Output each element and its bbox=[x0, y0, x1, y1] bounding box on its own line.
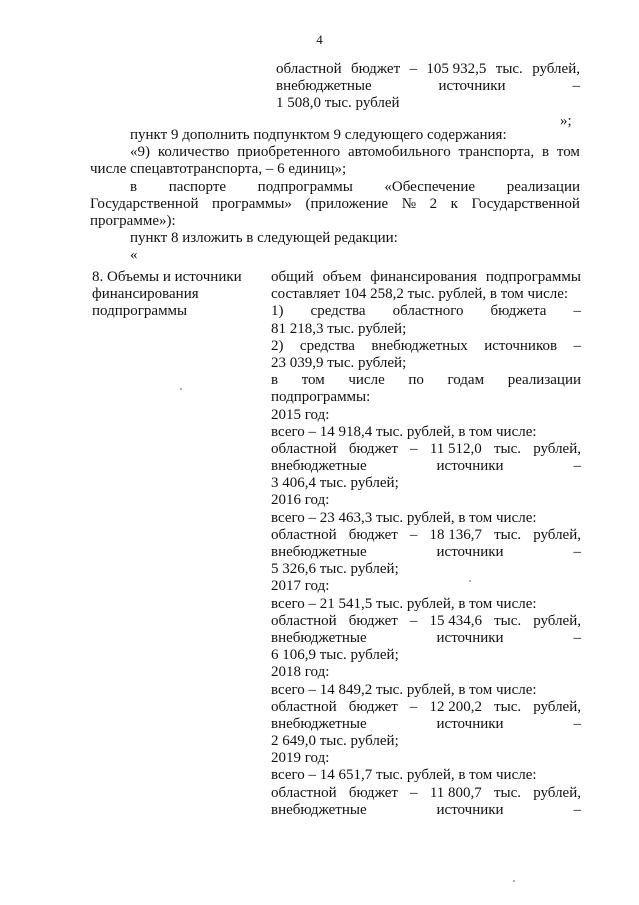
word: 2 bbox=[429, 195, 438, 212]
year-extrabudget-value: 2 649,0 тыс. рублей; bbox=[271, 733, 399, 750]
year-heading: 2018 год: bbox=[271, 664, 330, 681]
word: областной bbox=[271, 440, 337, 457]
word: в bbox=[541, 144, 550, 161]
year-heading: 2015 год: bbox=[271, 406, 330, 423]
word: – bbox=[573, 337, 581, 354]
body-text bbox=[90, 127, 580, 265]
word: тыс. bbox=[494, 698, 522, 715]
word: источников bbox=[484, 337, 558, 354]
word: объем bbox=[322, 269, 362, 285]
word: приобретенного bbox=[237, 144, 341, 161]
word: общий bbox=[271, 269, 314, 285]
word: (приложение bbox=[305, 195, 389, 212]
word: внебюджетные bbox=[271, 629, 367, 646]
source-extrabudget-value: 23 039,9 тыс. рублей; bbox=[271, 354, 407, 371]
table-item-title: подпрограммы bbox=[92, 303, 188, 320]
source-extrabudget-line bbox=[271, 338, 581, 355]
word: внебюджетные bbox=[271, 458, 367, 475]
word: областной bbox=[271, 698, 337, 715]
paragraph-item9: пункт 9 дополнить подпунктом 9 следующего содержания: bbox=[130, 127, 507, 143]
word: источники bbox=[436, 715, 504, 732]
top-extrabudget-line bbox=[276, 78, 580, 95]
word: 12 200,2 bbox=[429, 698, 482, 715]
year-extrabudget-value: 3 406,4 тыс. рублей; bbox=[271, 475, 399, 492]
year-regional bbox=[271, 527, 581, 544]
word: – bbox=[573, 715, 581, 732]
word: 11 800,7 bbox=[429, 784, 482, 801]
word: паспорте bbox=[168, 178, 227, 195]
table-right-column bbox=[271, 269, 581, 819]
word: бюджет bbox=[348, 784, 398, 801]
word: источники bbox=[436, 544, 504, 560]
word: тыс. bbox=[493, 784, 522, 801]
word: программы» bbox=[212, 195, 292, 212]
source-regional-line bbox=[271, 303, 581, 320]
word: 105 932,5 bbox=[426, 61, 487, 77]
table-item-title: финансирования bbox=[92, 286, 199, 303]
word: реализации bbox=[507, 372, 581, 389]
word: областной bbox=[271, 784, 337, 801]
word: реализации bbox=[506, 178, 580, 195]
total-line bbox=[271, 269, 581, 286]
word: 18 136,7 bbox=[429, 526, 482, 543]
word: 2) bbox=[271, 337, 284, 354]
year-total: всего – 14 849,2 тыс. рублей, в том числе: bbox=[271, 681, 537, 698]
table-item-title: 8. Объемы и источники bbox=[92, 269, 242, 285]
paragraph-quote-line2: числе спецавтотранспорта, – 6 единиц»; bbox=[90, 161, 347, 178]
word: 11 512,0 bbox=[429, 440, 482, 457]
word: тыс. bbox=[494, 526, 522, 543]
top-extrabudget-value: 1 508,0 тыс. рублей bbox=[276, 95, 400, 112]
word: числе bbox=[348, 372, 385, 389]
word: Государственной bbox=[471, 195, 580, 212]
word: – bbox=[409, 612, 418, 629]
closing-quote: »; bbox=[560, 113, 572, 129]
year-extrabudget-value: 5 326,6 тыс. рублей; bbox=[271, 561, 399, 578]
word: подпрограммы bbox=[485, 269, 581, 285]
word: в bbox=[130, 178, 138, 195]
paragraph-quote-line1 bbox=[90, 144, 580, 161]
scan-speck bbox=[513, 880, 515, 882]
top-funding-block bbox=[276, 61, 580, 113]
word: бюджет bbox=[348, 440, 398, 457]
top-regional-line bbox=[276, 61, 580, 78]
word: рублей, bbox=[533, 698, 581, 715]
year-heading: 2017 год: bbox=[271, 578, 330, 595]
word: рублей, bbox=[533, 784, 581, 801]
year-extrabudget bbox=[271, 802, 581, 819]
word: подпрограммы bbox=[257, 178, 353, 195]
word: источники bbox=[436, 801, 504, 818]
year-extrabudget bbox=[271, 716, 581, 733]
word: – bbox=[573, 303, 581, 320]
word: внебюджетные bbox=[271, 801, 367, 818]
word: бюджет bbox=[348, 612, 398, 629]
source-regional-value: 81 218,3 тыс. рублей; bbox=[271, 320, 407, 337]
word: бюджета bbox=[490, 303, 547, 320]
word: бюджет bbox=[348, 698, 398, 715]
word: – bbox=[572, 78, 580, 95]
opening-quote: « bbox=[130, 247, 138, 264]
year-heading: 2019 год: bbox=[271, 750, 330, 767]
word: – bbox=[409, 526, 418, 543]
year-total: всего – 14 651,7 тыс. рублей, в том числе: bbox=[271, 767, 537, 784]
word: рублей, bbox=[532, 61, 580, 77]
word: областной bbox=[271, 526, 337, 543]
year-total: всего – 21 541,5 тыс. рублей, в том числе: bbox=[271, 595, 537, 612]
word: том bbox=[556, 144, 580, 161]
word: бюджет bbox=[348, 526, 398, 543]
word: том bbox=[301, 372, 325, 389]
word: к bbox=[450, 195, 458, 212]
word: рублей, bbox=[533, 526, 581, 543]
paragraph-passport-line1 bbox=[90, 179, 580, 196]
year-heading: 2016 год: bbox=[271, 492, 330, 509]
word: источники bbox=[436, 629, 504, 646]
word: – bbox=[573, 801, 581, 818]
word: внебюджетные bbox=[271, 715, 367, 732]
word: тыс. bbox=[494, 612, 522, 629]
year-extrabudget bbox=[271, 458, 581, 475]
year-regional bbox=[271, 613, 581, 630]
word: № bbox=[401, 195, 417, 212]
year-regional bbox=[271, 441, 581, 458]
table-left-column bbox=[92, 269, 262, 321]
word: областной bbox=[271, 612, 337, 629]
word: – bbox=[409, 61, 418, 77]
word: бюджет bbox=[351, 61, 401, 77]
word: по bbox=[408, 372, 424, 389]
word: – bbox=[410, 440, 418, 457]
word: областной bbox=[276, 61, 342, 77]
word: «9) bbox=[130, 144, 150, 161]
word: автомобильного bbox=[347, 144, 451, 161]
word: транспорта, bbox=[458, 144, 535, 161]
word: рублей, bbox=[533, 440, 581, 457]
scan-speck bbox=[469, 580, 471, 582]
word: годам bbox=[447, 372, 485, 389]
word: – bbox=[410, 784, 418, 801]
paragraph-passport-line3: программе»): bbox=[90, 212, 176, 229]
word: областного bbox=[392, 303, 464, 320]
scan-speck bbox=[180, 388, 182, 390]
word: 1) bbox=[271, 303, 284, 320]
year-extrabudget bbox=[271, 630, 581, 647]
by-years-line: подпрограммы: bbox=[271, 389, 371, 406]
paragraph-passport-line2 bbox=[90, 196, 580, 213]
year-total: всего – 23 463,3 тыс. рублей, в том числе: bbox=[271, 509, 537, 526]
by-years-line bbox=[271, 372, 581, 389]
word: источники bbox=[438, 78, 506, 95]
year-extrabudget-value: 6 106,9 тыс. рублей; bbox=[271, 647, 399, 664]
word: количество bbox=[157, 144, 230, 161]
year-total: всего – 14 918,4 тыс. рублей, в том числе: bbox=[271, 423, 537, 440]
word: средства bbox=[310, 303, 366, 320]
year-regional bbox=[271, 699, 581, 716]
word: 15 434,6 bbox=[429, 612, 482, 629]
word: внебюджетные bbox=[276, 78, 372, 95]
word: финансирования bbox=[370, 269, 477, 285]
word: – bbox=[573, 629, 581, 646]
word: – bbox=[573, 458, 581, 475]
word: – bbox=[409, 698, 418, 715]
year-regional bbox=[271, 785, 581, 802]
word: тыс. bbox=[493, 440, 522, 457]
word: тыс. bbox=[495, 61, 523, 77]
word: Государственной bbox=[90, 195, 199, 212]
word: внебюджетные bbox=[271, 544, 367, 560]
page-number: 4 bbox=[316, 32, 323, 47]
word: источники bbox=[436, 458, 504, 475]
word: средства bbox=[299, 337, 355, 354]
word: в bbox=[271, 372, 279, 389]
total-line: составляет 104 258,2 тыс. рублей, в том числе: bbox=[271, 286, 569, 303]
word: внебюджетных bbox=[371, 337, 468, 354]
word: рублей, bbox=[533, 612, 581, 629]
year-extrabudget bbox=[271, 544, 581, 561]
word: «Обеспечение bbox=[384, 178, 476, 195]
word: – bbox=[573, 544, 581, 560]
paragraph-item8: пункт 8 изложить в следующей редакции: bbox=[130, 230, 398, 247]
